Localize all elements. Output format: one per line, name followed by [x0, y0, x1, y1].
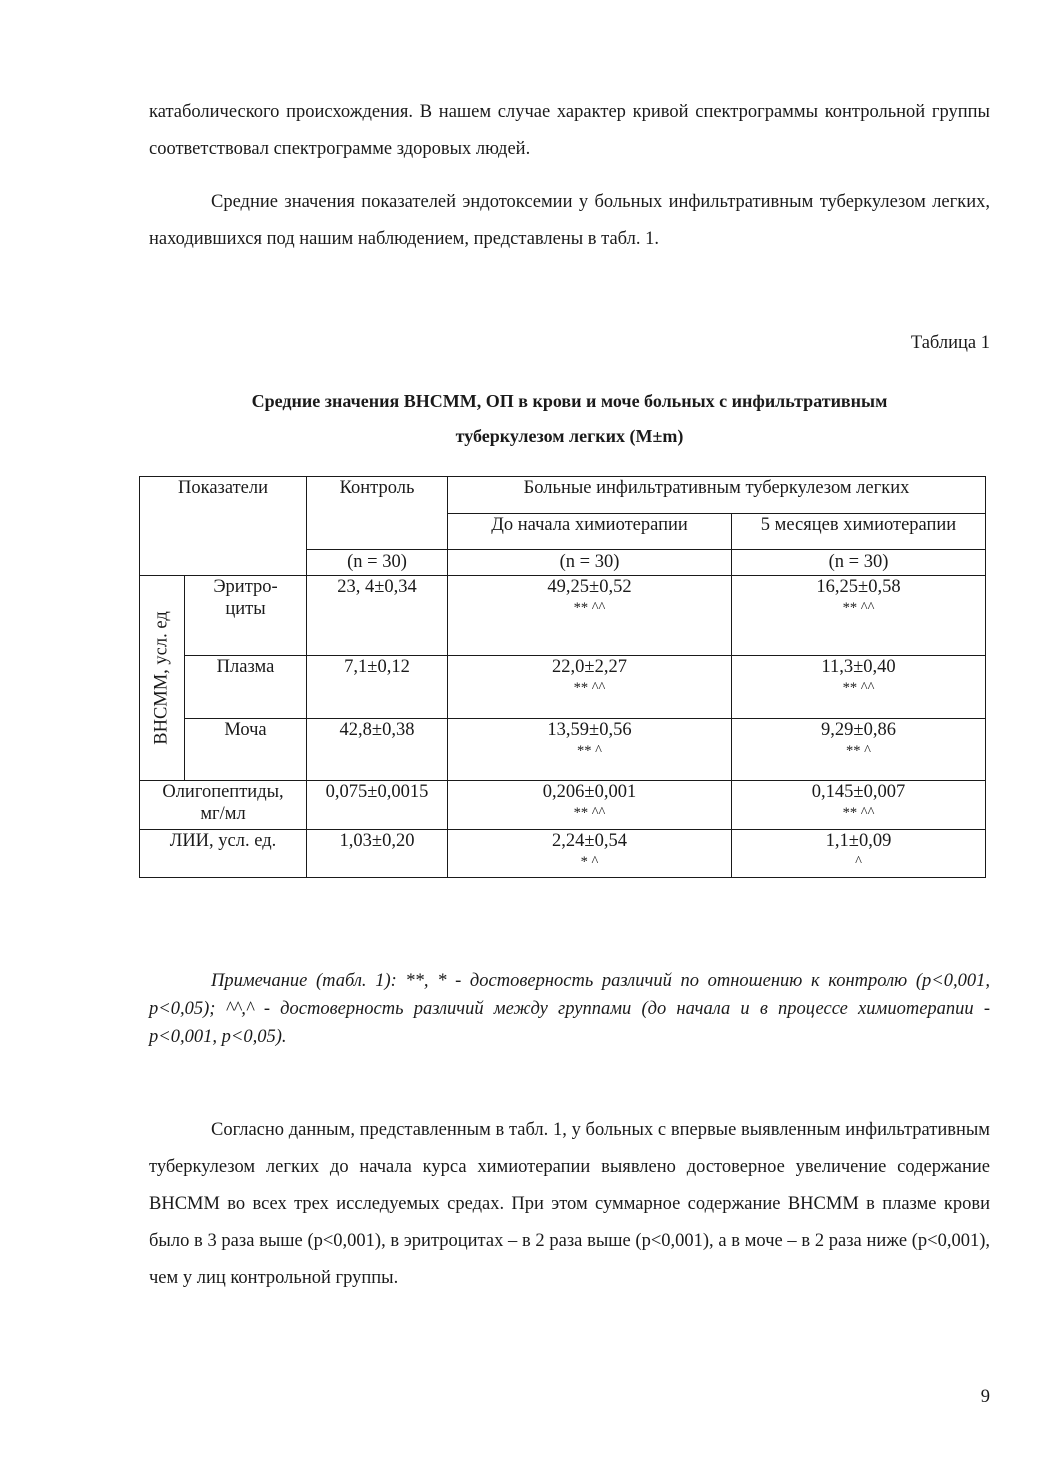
after-value: 16,25±0,58	[816, 577, 901, 597]
table-caption: Таблица 1	[910, 333, 990, 353]
control-value: 0,075±0,0015	[307, 781, 448, 830]
table-title	[149, 384, 990, 454]
table-row	[140, 576, 986, 656]
before-cell	[448, 656, 732, 719]
row-label: Моча	[185, 719, 307, 781]
header-after-5-months: 5 месяцев химиотерапии	[732, 514, 986, 550]
after-significance: ^	[855, 854, 862, 870]
before-value: 13,59±0,56	[547, 720, 632, 740]
endotoxemia-table	[139, 476, 986, 878]
before-value: 22,0±2,27	[552, 657, 627, 677]
after-cell	[732, 830, 986, 878]
row-label: Плазма	[185, 656, 307, 719]
table-row	[140, 781, 986, 830]
row-label: Олигопептиды, мг/мл	[140, 781, 307, 830]
after-cell	[732, 781, 986, 830]
before-cell	[448, 830, 732, 878]
control-value: 7,1±0,12	[307, 656, 448, 719]
before-significance: ** ^^	[573, 680, 606, 696]
header-n-after: (n = 30)	[732, 550, 986, 576]
table-row	[140, 830, 986, 878]
control-value: 23, 4±0,34	[307, 576, 448, 656]
control-value: 42,8±0,38	[307, 719, 448, 781]
after-value: 0,145±0,007	[811, 782, 906, 802]
paragraph-conclusion: Согласно данным, представленным в табл. 1, у больных с впервые выявленным инфильтративным туберкулезом легких до начала курса химиотерапии выявлено достоверное увеличение содержание ВНСММ во всех трех исследуемых средах. При этом суммарное содержание ВНСММ в плазме крови было в 3 раза выше (р<0,001), в эритроцитах – в 2 раза выше (р<0,001), а в моче – в 2 раза ниже (р<0,001), чем у лиц контрольной группы.	[149, 1120, 990, 1288]
header-n-before: (n = 30)	[448, 550, 732, 576]
after-cell	[732, 656, 986, 719]
table-note: Примечание (табл. 1): **, * - достоверность различий по отношению к контролю (р<0,001, р<0,05); ^^,^ - достоверность различий между группами (до начала и в процессе химиотерапии - р<0,001, р<0,05).	[149, 971, 990, 1047]
paragraph-intro: катаболического происхождения. В нашем случае характер кривой спектрограммы контрольной группы соответствовал спектрограмме здоровых людей.	[149, 102, 990, 159]
before-cell	[448, 719, 732, 781]
table-row	[140, 656, 986, 719]
row-label: ЛИИ, усл. ед.	[140, 830, 307, 878]
after-significance: ** ^	[846, 743, 871, 759]
paragraph-means: Средние значения показателей эндотоксемии у больных инфильтративным туберкулезом легких, находившихся под нашим наблюдением, представлены в табл. 1.	[149, 192, 990, 249]
after-significance: ** ^^	[842, 680, 875, 696]
header-patients: Больные инфильтративным туберкулезом легких	[448, 477, 986, 514]
before-significance: ** ^	[577, 743, 602, 759]
after-value: 1,1±0,09	[825, 831, 892, 851]
after-significance: ** ^^	[842, 600, 875, 616]
after-cell	[732, 576, 986, 656]
after-value: 9,29±0,86	[821, 720, 896, 740]
header-control: Контроль	[307, 477, 448, 550]
page-number: 9	[980, 1387, 990, 1407]
before-value: 49,25±0,52	[547, 577, 632, 597]
before-significance: * ^	[580, 854, 599, 870]
before-cell	[448, 781, 732, 830]
table-title-line1: Средние значения ВНСММ, ОП в крови и моче больных с инфильтративным	[251, 391, 888, 411]
before-value: 0,206±0,001	[542, 782, 637, 802]
table-row	[140, 719, 986, 781]
after-value: 11,3±0,40	[821, 657, 896, 677]
after-cell	[732, 719, 986, 781]
row-label: Эритро- циты	[185, 576, 307, 656]
before-significance: ** ^^	[573, 600, 606, 616]
before-cell	[448, 576, 732, 656]
after-significance: ** ^^	[842, 805, 875, 821]
table-title-line2: туберкулезом легких (M±m)	[455, 426, 684, 446]
before-significance: ** ^^	[573, 805, 606, 821]
header-n-control: (n = 30)	[307, 550, 448, 576]
header-indicators: Показатели	[140, 477, 307, 576]
group-label-cell	[140, 576, 185, 781]
header-before-chemo: До начала химиотерапии	[448, 514, 732, 550]
control-value: 1,03±0,20	[307, 830, 448, 878]
group-label: ВНСММ, усл. ед	[151, 611, 172, 745]
before-value: 2,24±0,54	[552, 831, 627, 851]
